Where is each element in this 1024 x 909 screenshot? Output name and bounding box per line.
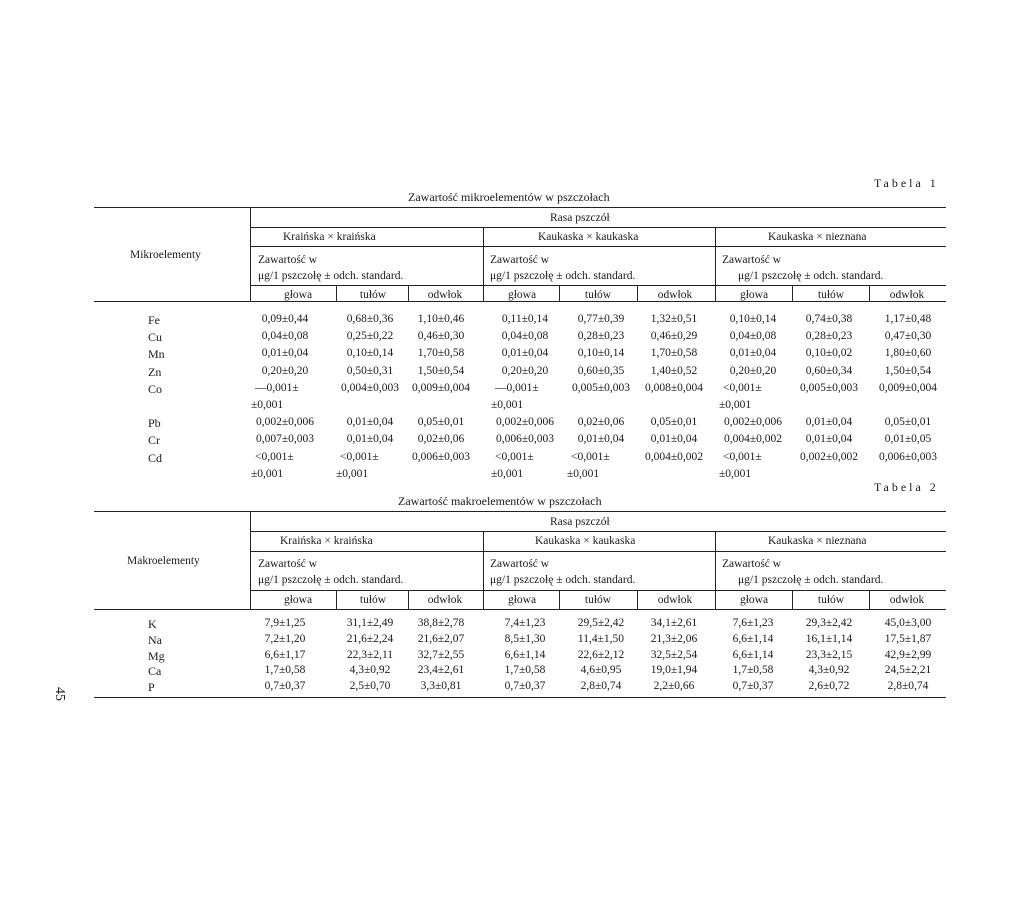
table-cell: 1,7±0,58: [264, 664, 306, 677]
unit-line-2: μg/1 pszczołę ± odch. standard.: [490, 574, 636, 586]
table-cell: 7,6±1,23: [732, 617, 774, 629]
table-cell: <0,001±: [723, 381, 762, 394]
table-cell: 6,6±1,14: [504, 648, 546, 661]
table-cell: 0,002±0,006: [723, 416, 783, 429]
col-head: tułów: [584, 289, 612, 301]
table-cell: 2,6±0,72: [808, 680, 850, 693]
table-rule: [250, 246, 946, 247]
table-title: Zawartość makroelementów w pszczołach: [398, 494, 602, 508]
table-cell: 0,009±0,004: [411, 381, 471, 394]
table-cell: 1,10±0,46: [417, 313, 465, 325]
row-label: Co: [148, 381, 163, 396]
column-rule: [408, 285, 409, 301]
table-cell: ±0,001: [719, 467, 752, 480]
page-number: 45: [52, 687, 67, 701]
unit-line-1: Zawartość w: [722, 254, 782, 266]
unit-line-1: Zawartość w: [258, 558, 318, 570]
table-cell: 0,01±0,04: [805, 433, 853, 446]
col-head: odwłok: [889, 594, 925, 606]
table-cell: <0,001±: [495, 450, 534, 463]
table-cell: 0,002±0,006: [495, 416, 555, 429]
table-rule: [94, 511, 946, 512]
table-rule: [250, 590, 946, 591]
table-cell: 0,50±0,31: [346, 364, 394, 377]
table-cell: 0,002±0,006: [255, 416, 315, 429]
table-cell: 0,02±0,06: [577, 416, 625, 429]
column-rule: [715, 227, 716, 301]
table-cell: 32,5±2,54: [650, 648, 698, 661]
column-rule: [559, 285, 560, 301]
row-header: Makroelementy: [127, 555, 200, 567]
table-cell: 4,6±0,95: [580, 664, 622, 677]
row-label: Na: [148, 632, 162, 647]
table-rule: [94, 697, 946, 698]
column-rule: [792, 590, 793, 609]
table-cell: 1,50±0,54: [417, 364, 465, 377]
table-cell: 0,01±0,04: [501, 347, 549, 360]
col-head: odwłok: [889, 289, 925, 301]
table-cell: 7,9±1,25: [264, 617, 306, 629]
column-rule: [483, 531, 484, 609]
column-rule: [250, 511, 251, 609]
breed-header: Kaukaska × nieznana: [768, 535, 867, 547]
table-cell: 1,7±0,58: [732, 664, 774, 677]
table-cell: 0,04±0,08: [501, 330, 549, 343]
table-cell: 0,004±0,003: [340, 381, 400, 394]
row-label: Zn: [148, 364, 162, 379]
table-rule: [250, 227, 946, 228]
col-head: tułów: [817, 289, 845, 301]
table-rule: [94, 207, 946, 208]
table-cell: 0,28±0,23: [805, 330, 853, 343]
table-rule: [250, 551, 946, 552]
col-head: tułów: [817, 594, 845, 606]
table-cell: —0,001±: [255, 381, 299, 394]
table-cell: 0,05±0,01: [417, 416, 465, 429]
table-cell: 2,2±0,66: [653, 680, 695, 693]
table-cell: 21,6±2,24: [346, 632, 394, 645]
table-cell: 45,0±3,00: [884, 617, 932, 629]
col-head: odwłok: [657, 289, 693, 301]
breed-header: Kraińska × kraińska: [280, 535, 373, 547]
table-cell: 0,46±0,29: [650, 330, 698, 343]
table-cell: 0,10±0,14: [729, 313, 777, 325]
row-label: Mn: [148, 347, 165, 362]
table-cell: —0,001±: [495, 381, 539, 394]
table-cell: 0,09±0,44: [261, 313, 309, 325]
unit-line-1: Zawartość w: [490, 254, 550, 266]
row-label: Cr: [148, 433, 160, 448]
table-cell: 1,70±0,58: [650, 347, 698, 360]
table-cell: 0,004±0,002: [644, 450, 704, 463]
col-head: tułów: [359, 289, 387, 301]
table-cell: 16,1±1,14: [805, 632, 853, 645]
breed-header: Kaukaska × kaukaska: [538, 231, 639, 243]
table-cell: 0,46±0,30: [417, 330, 465, 343]
table-cell: 23,4±2,61: [417, 664, 465, 677]
row-label: Fe: [148, 313, 160, 327]
table-cell: 4,3±0,92: [808, 664, 850, 677]
unit-line-2: μg/1 pszczołę ± odch. standard.: [258, 574, 404, 586]
column-rule: [637, 590, 638, 609]
col-head: odwłok: [657, 594, 693, 606]
table-cell: 0,68±0,36: [346, 313, 394, 325]
table-cell: 0,7±0,37: [264, 680, 306, 693]
table-rule: [250, 285, 946, 286]
table-label: Tabela 1: [874, 176, 939, 190]
table-cell: 0,05±0,01: [884, 416, 932, 429]
table-cell: 0,01±0,04: [650, 433, 698, 446]
column-rule: [869, 590, 870, 609]
breed-header: Kaukaska × nieznana: [768, 231, 867, 243]
table-cell: 2,8±0,74: [580, 680, 622, 693]
table-cell: 0,7±0,37: [732, 680, 774, 693]
column-rule: [869, 285, 870, 301]
column-rule: [483, 227, 484, 301]
table-cell: ±0,001: [567, 467, 600, 480]
row-label: Mg: [148, 648, 165, 663]
table-cell: 0,01±0,04: [346, 416, 394, 429]
table-cell: 0,01±0,04: [729, 347, 777, 360]
table-cell: 0,006±0,003: [411, 450, 471, 463]
table-cell: 0,02±0,06: [417, 433, 465, 446]
column-rule: [408, 590, 409, 609]
table-cell: ±0,001: [491, 467, 524, 480]
table-title: Zawartość mikroelementów w pszczołach: [408, 190, 610, 204]
row-label: K: [148, 617, 157, 631]
col-head: głowa: [739, 289, 769, 301]
table-cell: 8,5±1,30: [504, 632, 546, 645]
table-cell: 0,007±0,003: [255, 433, 315, 446]
table-cell: 6,6±1,14: [732, 632, 774, 645]
table-cell: 38,8±2,78: [417, 617, 465, 629]
table-cell: 21,3±2,06: [650, 632, 698, 645]
table-cell: 24,5±2,21: [884, 664, 932, 677]
table-cell: 0,28±0,23: [577, 330, 625, 343]
table-cell: 22,6±2,12: [577, 648, 625, 661]
group-header: Rasa pszczół: [550, 212, 610, 224]
table-cell: 0,009±0,004: [878, 381, 938, 394]
table-cell: 7,4±1,23: [504, 617, 546, 629]
table-cell: 0,60±0,34: [805, 364, 853, 377]
col-head: odwłok: [427, 594, 463, 606]
unit-line-2: μg/1 pszczołę ± odch. standard.: [490, 270, 636, 282]
table-cell: 0,20±0,20: [261, 364, 309, 377]
row-label: P: [148, 680, 155, 695]
table-cell: 0,006±0,003: [495, 433, 555, 446]
table-cell: 1,70±0,58: [417, 347, 465, 360]
table-rule: [94, 301, 946, 302]
table-cell: 0,05±0,01: [650, 416, 698, 429]
unit-line-2: μg/1 pszczołę ± odch. standard.: [258, 270, 404, 282]
unit-line-1: Zawartość w: [490, 558, 550, 570]
table-cell: 17,5±1,87: [884, 632, 932, 645]
table-cell: 19,0±1,94: [650, 664, 698, 677]
table-cell: 6,6±1,17: [264, 648, 306, 661]
table-label: Tabela 2: [874, 480, 939, 494]
table-cell: 29,3±2,42: [805, 617, 853, 629]
col-head: głowa: [283, 289, 313, 301]
column-rule: [559, 590, 560, 609]
column-rule: [250, 207, 251, 301]
table-cell: 0,20±0,20: [501, 364, 549, 377]
table-cell: 0,005±0,003: [571, 381, 631, 394]
column-rule: [637, 285, 638, 301]
table-cell: 2,5±0,70: [349, 680, 391, 693]
table-cell: 6,6±1,14: [732, 648, 774, 661]
table-cell: 0,10±0,14: [577, 347, 625, 360]
table-cell: 0,74±0,38: [805, 313, 853, 325]
col-head: tułów: [584, 594, 612, 606]
table-cell: 0,77±0,39: [577, 313, 625, 325]
row-label: Ca: [148, 664, 162, 679]
table-cell: 0,01±0,05: [884, 433, 932, 446]
column-rule: [336, 590, 337, 609]
table-cell: 0,7±0,37: [504, 680, 546, 693]
row-label: Pb: [148, 416, 161, 431]
table-cell: ±0,001: [251, 467, 284, 480]
table-cell: <0,001±: [571, 450, 610, 463]
table-cell: 31,1±2,49: [346, 617, 394, 629]
table-cell: 0,01±0,04: [261, 347, 309, 360]
table-cell: ±0,001: [336, 467, 369, 480]
table-cell: 21,6±2,07: [417, 632, 465, 645]
breed-header: Kraińska × kraińska: [283, 231, 376, 243]
column-rule: [792, 285, 793, 301]
table-cell: 0,25±0,22: [346, 330, 394, 343]
table-cell: 0,10±0,14: [346, 347, 394, 360]
table-cell: 0,002±0,002: [799, 450, 859, 463]
col-head: głowa: [283, 594, 313, 606]
table-cell: 32,7±2,55: [417, 648, 465, 661]
table-cell: ±0,001: [251, 398, 284, 411]
table-cell: 4,3±0,92: [349, 664, 391, 677]
table-cell: 1,7±0,58: [504, 664, 546, 677]
table-cell: 1,17±0,48: [884, 313, 932, 325]
table-cell: 1,32±0,51: [650, 313, 698, 325]
table-cell: <0,001±: [255, 450, 294, 463]
table-cell: 0,01±0,04: [805, 416, 853, 429]
table-cell: ±0,001: [719, 398, 752, 411]
table-cell: 0,04±0,08: [729, 330, 777, 343]
col-head: głowa: [507, 289, 537, 301]
table-cell: 0,005±0,003: [799, 381, 859, 394]
unit-line-1: Zawartość w: [722, 558, 782, 570]
table-cell: 0,60±0,35: [577, 364, 625, 377]
table-cell: 34,1±2,61: [650, 617, 698, 629]
table-cell: 0,006±0,003: [878, 450, 938, 463]
table-cell: 0,20±0,20: [729, 364, 777, 377]
table-rule: [94, 609, 946, 610]
row-label: Cd: [148, 450, 163, 465]
row-header: Mikroelementy: [130, 249, 201, 261]
table-cell: 11,4±1,50: [577, 632, 625, 645]
table-rule: [250, 531, 946, 532]
group-header: Rasa pszczół: [550, 516, 610, 528]
table-cell: 42,9±2,99: [884, 648, 932, 661]
table-cell: 2,8±0,74: [887, 680, 929, 693]
col-head: odwłok: [427, 289, 463, 301]
table-cell: <0,001±: [723, 450, 762, 463]
col-head: głowa: [507, 594, 537, 606]
table-cell: 3,3±0,81: [420, 680, 462, 693]
table-cell: 0,008±0,004: [644, 381, 704, 394]
table-cell: 0,01±0,04: [346, 433, 394, 446]
table-cell: 1,80±0,60: [884, 347, 932, 360]
table-cell: 7,2±1,20: [264, 632, 306, 645]
table-cell: 0,04±0,08: [261, 330, 309, 343]
table-cell: 0,01±0,04: [577, 433, 625, 446]
table-cell: 22,3±2,11: [346, 648, 394, 661]
table-cell: <0,001±: [340, 450, 379, 463]
table-cell: ±0,001: [491, 398, 524, 411]
table-cell: 1,50±0,54: [884, 364, 932, 377]
table-cell: 0,10±0,02: [805, 347, 853, 360]
column-rule: [715, 531, 716, 609]
col-head: tułów: [359, 594, 387, 606]
table-cell: 29,5±2,42: [577, 617, 625, 629]
col-head: głowa: [739, 594, 769, 606]
table-cell: 0,11±0,14: [501, 313, 549, 325]
breed-header: Kaukaska × kaukaska: [535, 535, 636, 547]
table-cell: 1,40±0,52: [650, 364, 698, 377]
column-rule: [336, 285, 337, 301]
unit-line-2: μg/1 pszczołę ± odch. standard.: [738, 270, 884, 282]
table-cell: 0,47±0,30: [884, 330, 932, 343]
unit-line-1: Zawartość w: [258, 254, 318, 266]
table-cell: 0,004±0,002: [723, 433, 783, 446]
unit-line-2: μg/1 pszczołę ± odch. standard.: [738, 574, 884, 586]
row-label: Cu: [148, 330, 163, 345]
table-cell: 23,3±2,15: [805, 648, 853, 661]
